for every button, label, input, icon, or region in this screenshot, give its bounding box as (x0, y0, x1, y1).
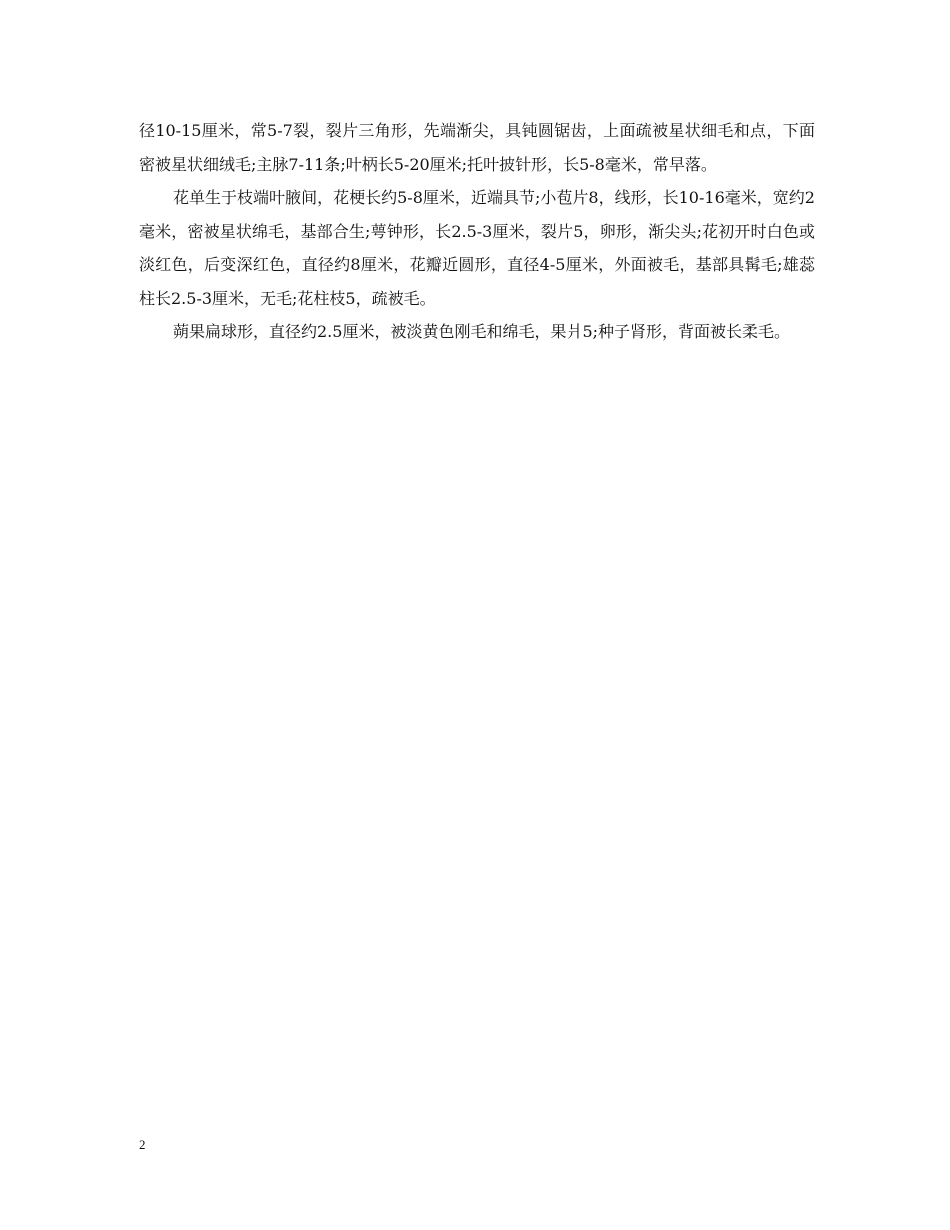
paragraph-flower-description: 花单生于枝端叶腋间，花梗长约5-8厘米，近端具节;小苞片8，线形，长10-16毫米，宽约2毫米，密被星状绵毛，基部合生;萼钟形，长2.5-3厘米，裂片5，卵形，渐尖头;花初开时白色或淡红色，后变深红色，直径约8厘米，花瓣近圆形，直径4-5厘米，外面被毛，基部具髯毛;雄蕊柱长2.5-3厘米，无毛;花柱枝5，疏被毛。 (139, 188, 815, 308)
body-text (139, 114, 815, 349)
paragraph-leaf-description: 径10-15厘米，常5-7裂，裂片三角形，先端渐尖，具钝圆锯齿，上面疏被星状细毛和点，下面密被星状细绒毛;主脉7-11条;叶柄长5-20厘米;托叶披针形，长5-8毫米，常早落。 (139, 121, 815, 174)
paragraph-fruit-description: 蒴果扁球形，直径约2.5厘米，被淡黄色刚毛和绵毛，果爿5;种子肾形，背面被长柔毛。 (173, 322, 791, 341)
page-number: 2 (139, 1137, 146, 1152)
